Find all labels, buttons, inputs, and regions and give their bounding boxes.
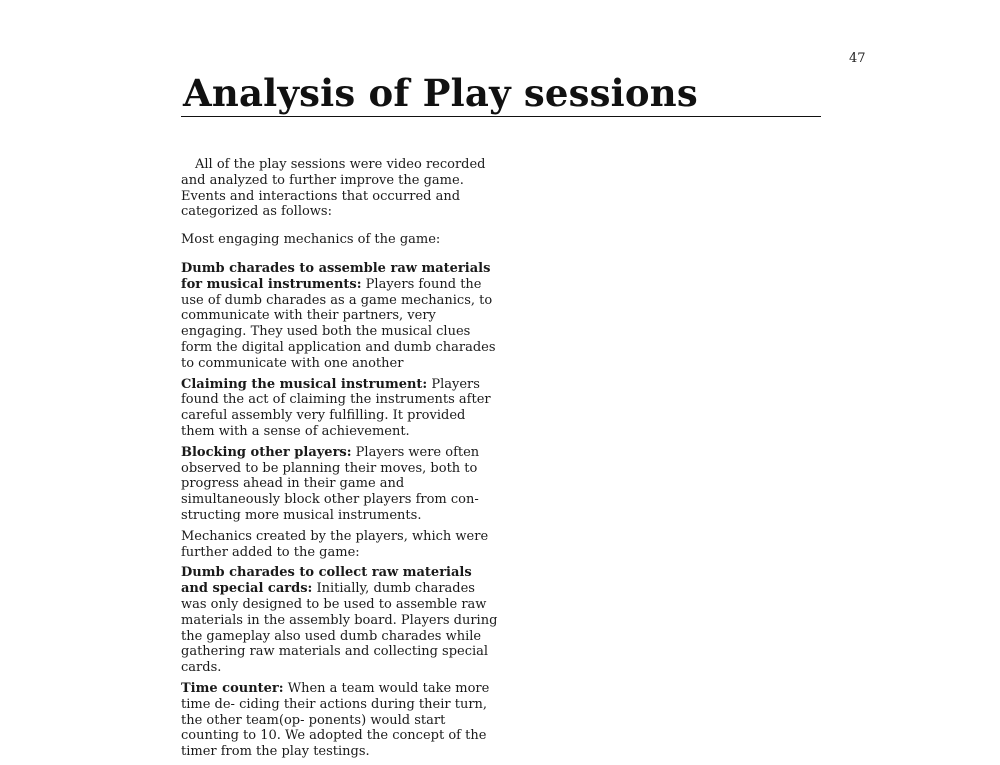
mechanic-term: Blocking other players: bbox=[181, 444, 352, 460]
mechanic-description: Initially, dumb charades was only designed to be used to assemble raw materials in the assembly board. Players during the gameplay also used dumb charades while gathering raw materials and collecting special cards. bbox=[181, 581, 498, 676]
mechanic-description: Players found the use of dumb charades as a game mechanics, to communicate with their partners, very engaging. They used both the musical clues form the digital application and dumb charades to communicate with one another bbox=[181, 276, 496, 371]
mechanic-term: Claiming the musical instrument: bbox=[181, 376, 428, 392]
player-mechanic-item bbox=[181, 681, 499, 760]
mechanic-description: Players were often observed to be planning their moves, both to progress ahead in their game and simultaneously block other players from con- structing more musical instruments. bbox=[181, 444, 480, 523]
mechanic-term: Dumb charades to collect raw materials and special cards: bbox=[181, 565, 472, 597]
page-number: 47 bbox=[849, 51, 866, 66]
mechanic-description: When a team would take more time de- ciding their actions during their turn, the other team(op- ponents) would start counting to 10. We adopted the concept of the timer from the play testings. bbox=[181, 680, 490, 760]
mechanic-term: Time counter: bbox=[181, 680, 284, 696]
mechanic-description: Players found the act of claiming the instruments after careful assembly very fulfilling. It provided them with a sense of achievement. bbox=[181, 376, 491, 439]
mechanic-term: Dumb charades to assemble raw materials for musical instruments: bbox=[181, 260, 491, 292]
page-title: Analysis of Play sessions bbox=[183, 71, 698, 115]
mechanic-item bbox=[181, 445, 499, 524]
mechanic-item bbox=[181, 377, 499, 440]
player-mechanic-item bbox=[181, 565, 499, 676]
body-text bbox=[181, 157, 499, 765]
title-rule bbox=[181, 116, 821, 117]
intro-paragraph: All of the play sessions were video recorded and analyzed to further improve the game. Events and interactions that occurred and categorized as follows: bbox=[181, 157, 486, 220]
section-lead-player-created: Mechanics created by the players, which were further added to the game: bbox=[181, 528, 489, 560]
section-lead-engaging: Most engaging mechanics of the game: bbox=[181, 232, 441, 248]
mechanic-item bbox=[181, 261, 499, 372]
